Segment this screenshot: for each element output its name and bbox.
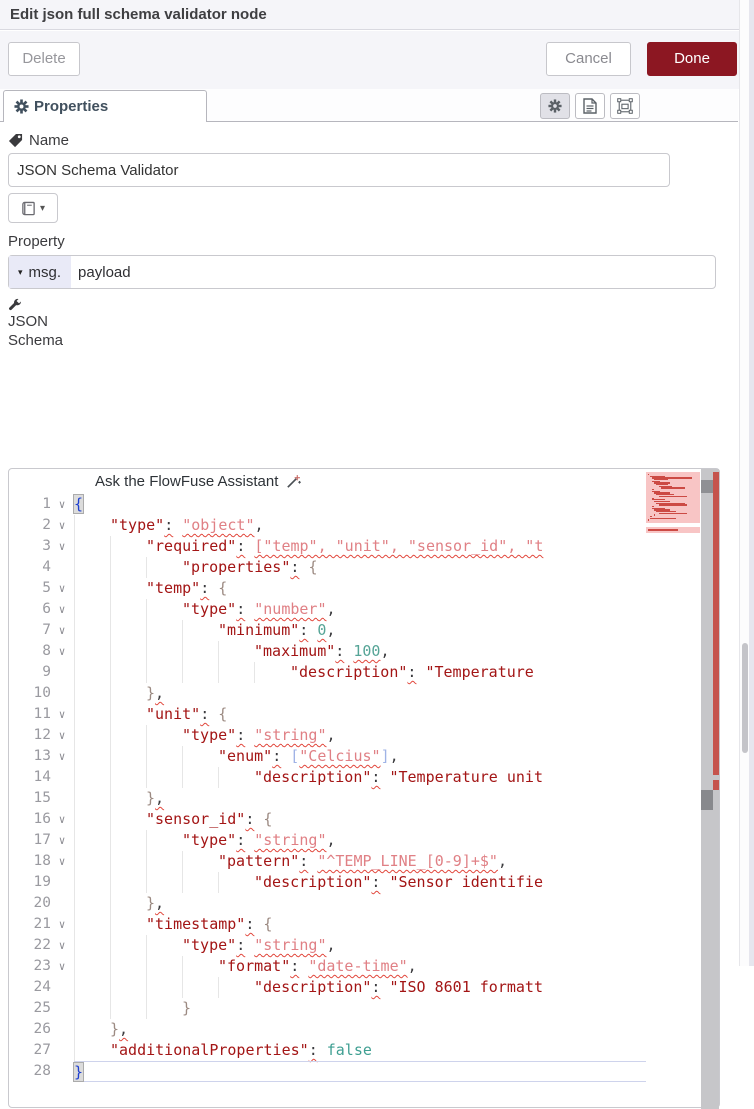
minimap[interactable] [646,472,700,523]
gutter [9,893,74,914]
line-number: 24 [33,979,51,995]
code-line-25[interactable] [9,998,719,1019]
dialog-scrollbar-thumb[interactable] [742,643,748,753]
line-number: 13 [33,748,51,764]
gutter [9,830,74,851]
gutter [9,515,74,536]
code-line-9[interactable] [9,662,719,683]
fold-chevron-icon[interactable]: ∨ [58,603,66,616]
description-button[interactable] [575,93,605,119]
tab-actions [540,93,640,119]
line-number: 18 [33,853,51,869]
code-text[interactable]: "type": "object", [74,515,646,536]
fold-chevron-icon[interactable]: ∨ [58,729,66,742]
expand-button[interactable] [610,93,640,119]
code-text[interactable]: "enum": ["Celcius"], [74,746,646,767]
gutter [9,641,74,662]
dialog-scrollbar[interactable] [739,0,749,966]
fold-chevron-icon[interactable]: ∨ [58,582,66,595]
dialog-header [0,0,749,30]
code-text[interactable]: "unit": { [74,704,646,725]
gutter [9,725,74,746]
gutter [9,914,74,935]
fold-chevron-icon[interactable]: ∨ [58,519,66,532]
gutter [9,977,74,998]
line-number: 20 [33,895,51,911]
code-text[interactable]: "minimum": 0, [74,620,646,641]
code-line-18[interactable] [9,851,719,872]
code-text[interactable]: "type": "number", [74,599,646,620]
code-text[interactable]: "maximum": 100, [74,641,646,662]
fold-chevron-icon[interactable]: ∨ [58,540,66,553]
schema-row-label [8,298,80,350]
minimap-line [648,519,649,520]
gutter [9,851,74,872]
gutter [9,998,74,1019]
code-text[interactable]: }, [74,1019,646,1040]
properties-form [0,122,738,1081]
line-number: 3 [42,538,51,554]
code-text[interactable]: "properties": { [74,557,646,578]
gutter [9,704,74,725]
line-number: 26 [33,1021,51,1037]
tab-properties[interactable] [3,90,207,122]
code-line-14[interactable] [9,767,719,788]
code-line-1[interactable] [9,494,719,515]
line-number: 22 [33,937,51,953]
line-number: 7 [42,622,51,638]
error-overview-marks [713,780,719,790]
minimap-line [650,518,676,519]
tab-properties-label: Properties [34,98,109,115]
line-number: 11 [33,706,51,722]
code-text[interactable]: "format": "date-time", [74,956,646,977]
property-label: Property [8,233,65,250]
fold-chevron-icon[interactable]: ∨ [58,960,66,973]
code-line-21[interactable] [9,914,719,935]
code-line-6[interactable] [9,599,719,620]
gutter [9,494,74,515]
code-line-22[interactable] [9,935,719,956]
gutter [9,872,74,893]
chevron-down-icon: ▾ [39,202,46,214]
fold-chevron-icon[interactable]: ∨ [58,834,66,847]
gutter [9,956,74,977]
name-row-label [8,132,738,149]
line-number: 12 [33,727,51,743]
workspace-edge [749,0,754,966]
icon-picker-button[interactable] [8,193,58,223]
minimap-line [659,496,688,497]
code-text[interactable]: "timestamp": { [74,914,646,935]
properties-gear-button[interactable] [540,93,570,119]
schema-label: JSON Schema [8,313,64,349]
dialog-title: Edit json full schema validator node [10,6,267,23]
property-prefix: msg. [28,263,62,281]
line-number: 9 [42,664,51,680]
code-line-28[interactable] [9,1061,719,1082]
line-number: 8 [42,643,51,659]
code-line-2[interactable] [9,515,719,536]
gear-icon [14,99,29,114]
minimap-slider[interactable] [701,480,713,493]
line-number: 10 [33,685,51,701]
minimap-overflow [646,527,700,533]
gutter [9,1061,74,1082]
gutter [9,809,74,830]
code-line-23[interactable] [9,956,719,977]
gutter [9,662,74,683]
editor-scrollbar[interactable] [701,469,719,1109]
code-line-24[interactable] [9,977,719,998]
code-area[interactable] [9,494,719,1082]
code-text[interactable]: }, [74,683,646,704]
minimap-line [648,474,649,475]
fold-chevron-icon[interactable]: ∨ [58,708,66,721]
property-value-input[interactable]: payload [78,263,131,281]
code-text[interactable]: } [74,1061,646,1082]
editor-scrollbar-thumb[interactable] [701,790,713,810]
line-number: 17 [33,832,51,848]
gutter [9,1019,74,1040]
name-label: Name [29,132,70,149]
property-type-select[interactable] [9,256,71,288]
line-number: 23 [33,958,51,974]
gutter [9,620,74,641]
code-line-3[interactable] [9,536,719,557]
code-text[interactable]: "description": "Sensor identifie [74,872,646,893]
line-number: 19 [33,874,51,890]
code-line-19[interactable] [9,872,719,893]
code-line-5[interactable] [9,578,719,599]
json-schema-editor[interactable] [8,468,720,1108]
gutter [9,788,74,809]
code-line-4[interactable] [9,557,719,578]
gutter [9,935,74,956]
flowfuse-assistant-link[interactable] [9,469,719,494]
gutter [9,746,74,767]
gutter [9,683,74,704]
code-line-11[interactable] [9,704,719,725]
minimap-line [654,514,655,515]
code-text[interactable]: "description": "Temperature [74,662,646,683]
error-overview-marks [713,472,719,775]
line-number: 14 [33,769,51,785]
code-line-20[interactable] [9,893,719,914]
delete-button[interactable]: Delete [8,42,80,76]
line-number: 27 [33,1042,51,1058]
code-text[interactable]: } [74,998,646,1019]
minimap-line [661,487,685,488]
code-line-27[interactable] [9,1040,719,1061]
code-line-13[interactable] [9,746,719,767]
gutter [9,557,74,578]
code-line-17[interactable] [9,830,719,851]
cancel-button[interactable]: Cancel [546,42,631,76]
code-text[interactable]: "type": "string", [74,935,646,956]
code-text[interactable]: "temp": { [74,578,646,599]
code-line-15[interactable] [9,788,719,809]
document-icon [583,98,597,114]
code-text[interactable]: "additionalProperties": false [74,1040,646,1061]
line-number: 15 [33,790,51,806]
book-icon [21,201,36,216]
fold-chevron-icon[interactable]: ∨ [58,750,66,763]
code-line-7[interactable] [9,620,719,641]
gear-icon [548,99,562,113]
property-typed-input [8,255,716,289]
fold-chevron-icon[interactable]: ∨ [58,918,66,931]
tag-icon [8,133,23,148]
code-text[interactable]: "type": "string", [74,830,646,851]
code-text[interactable]: "description": "Temperature unit [74,767,646,788]
code-text[interactable]: "required": ["temp", "unit", "sensor_id", "t [74,536,646,557]
code-line-10[interactable] [9,683,719,704]
code-line-26[interactable] [9,1019,719,1040]
wand-icon [285,473,302,490]
dialog-toolbar [0,31,749,89]
code-line-16[interactable] [9,809,719,830]
code-line-12[interactable] [9,725,719,746]
done-button[interactable]: Done [647,42,737,76]
code-text[interactable]: }, [74,788,646,809]
fold-chevron-icon[interactable]: ∨ [58,498,66,511]
fold-chevron-icon[interactable]: ∨ [58,645,66,658]
line-number: 6 [42,601,51,617]
code-text[interactable]: }, [74,893,646,914]
line-number: 5 [42,580,51,596]
line-number: 2 [42,517,51,533]
fold-chevron-icon[interactable]: ∨ [58,855,66,868]
fold-chevron-icon[interactable]: ∨ [58,939,66,952]
line-number: 16 [33,811,51,827]
code-text[interactable]: "description": "ISO 8601 formatt [74,977,646,998]
tab-bar [0,89,738,122]
gutter [9,536,74,557]
gutter [9,767,74,788]
name-input[interactable] [8,153,670,187]
gutter [9,578,74,599]
gutter [9,599,74,620]
expand-icon [617,98,633,114]
code-text[interactable]: "type": "string", [74,725,646,746]
property-row-label [8,233,738,250]
fold-chevron-icon[interactable]: ∨ [58,813,66,826]
line-number: 4 [42,559,51,575]
line-number: 28 [33,1063,51,1079]
code-line-8[interactable] [9,641,719,662]
assistant-label: Ask the FlowFuse Assistant [95,473,279,490]
code-text[interactable]: { [74,495,84,513]
fold-chevron-icon[interactable]: ∨ [58,624,66,637]
code-text[interactable]: "pattern": "^TEMP_LINE_[0-9]+$", [74,851,646,872]
chevron-down-icon: ▾ [18,266,23,277]
gutter [9,1040,74,1061]
line-number: 1 [42,496,51,512]
minimap-line [659,513,688,514]
wrench-icon [8,298,22,312]
line-number: 21 [33,916,51,932]
minimap-line [659,504,688,505]
line-number: 25 [33,1000,51,1016]
code-text[interactable]: "sensor_id": { [74,809,646,830]
